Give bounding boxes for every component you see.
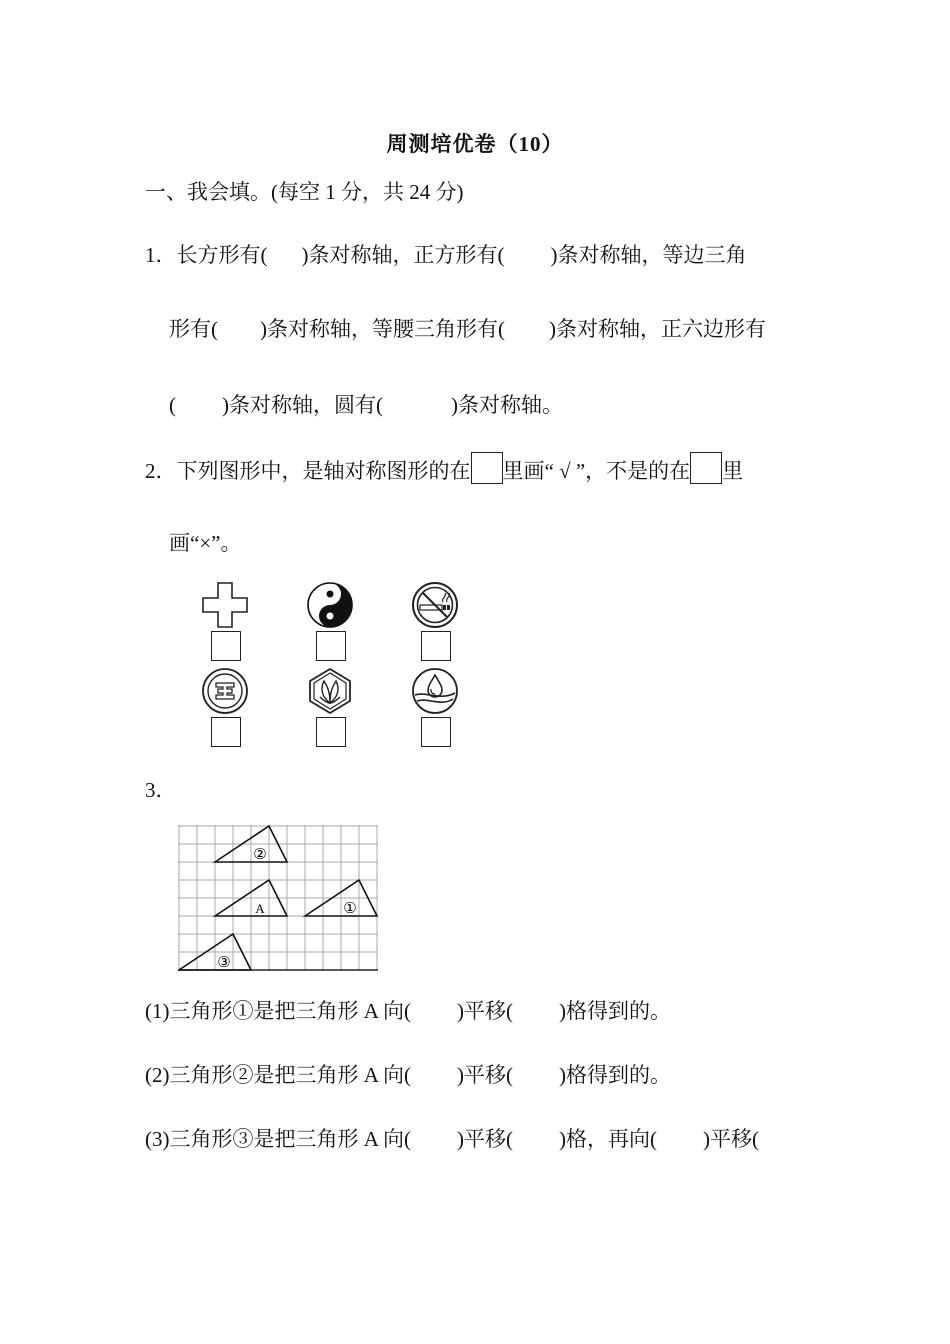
leaf-emblem-icon (306, 667, 354, 715)
answer-box-2[interactable] (316, 631, 346, 661)
q1-line2-b: )条对称轴，等腰三角形有( (260, 317, 505, 341)
bank-logo-icon (201, 667, 249, 715)
q3-sub2-c: )格得到的。 (559, 1063, 671, 1087)
cross-icon (201, 581, 249, 629)
q1-line2-a: 形有( (169, 317, 218, 341)
answer-box-3[interactable] (421, 631, 451, 661)
inline-answer-box (690, 452, 722, 484)
q3-sub2-b: )平移( (457, 1063, 513, 1087)
q2-line1-a: 2．下列图形中，是轴对称图形的在 (145, 459, 471, 483)
answer-box-5[interactable] (316, 717, 346, 747)
q2-line1-c: 里 (722, 459, 744, 483)
q3-sub3-b: )平移( (457, 1127, 513, 1151)
inline-answer-box (471, 452, 503, 484)
q1-line1-a: 1．长方形有( (145, 243, 268, 267)
q1-line3-a: ( (169, 393, 176, 417)
label-3: ③ (217, 953, 231, 971)
page-title: 周测培优卷（10） (386, 132, 564, 156)
no-smoking-icon (411, 581, 459, 629)
q3-sub1-b: )平移( (457, 999, 513, 1023)
section-heading: 一、我会填。(每空 1 分，共 24 分) (145, 180, 464, 204)
q1-line1 (145, 241, 747, 269)
q3-sub2-a: (2)三角形②是把三角形 A 向( (145, 1063, 411, 1087)
q3-sub1 (145, 997, 671, 1025)
q3-sub2 (145, 1061, 671, 1089)
q3-sub3-c: )格，再向( (559, 1127, 657, 1151)
q1-line3 (169, 391, 563, 419)
translation-grid (178, 825, 380, 972)
q1-line1-c: )条对称轴，等边三角 (550, 243, 747, 267)
q3-sub1-c: )格得到的。 (559, 999, 671, 1023)
q3-number: 3． (145, 778, 177, 802)
q3-sub3 (145, 1125, 759, 1153)
q3-sub3-d: )平移( (703, 1127, 759, 1151)
answer-box-6[interactable] (421, 717, 451, 747)
q2-line1 (145, 452, 743, 485)
q1-line2-c: )条对称轴，正六边形有 (549, 317, 766, 341)
q1-line3-c: )条对称轴。 (451, 393, 563, 417)
label-1: ① (343, 899, 357, 917)
label-2: ② (253, 845, 267, 863)
answer-box-4[interactable] (211, 717, 241, 747)
q1-line3-b: )条对称轴，圆有( (222, 393, 383, 417)
q3-sub1-a: (1)三角形①是把三角形 A 向( (145, 999, 411, 1023)
q3-sub3-a: (3)三角形③是把三角形 A 向( (145, 1127, 411, 1151)
water-drop-logo-icon (411, 667, 459, 715)
answer-box-1[interactable] (211, 631, 241, 661)
yin-yang-icon (306, 581, 354, 629)
q1-line2 (169, 315, 766, 343)
label-a: A (255, 901, 265, 916)
q2-line1-b: 里画“ √ ”，不是的在 (502, 459, 691, 483)
q2-line2: 画“×”。 (169, 531, 242, 555)
q1-line1-b: )条对称轴，正方形有( (301, 243, 505, 267)
